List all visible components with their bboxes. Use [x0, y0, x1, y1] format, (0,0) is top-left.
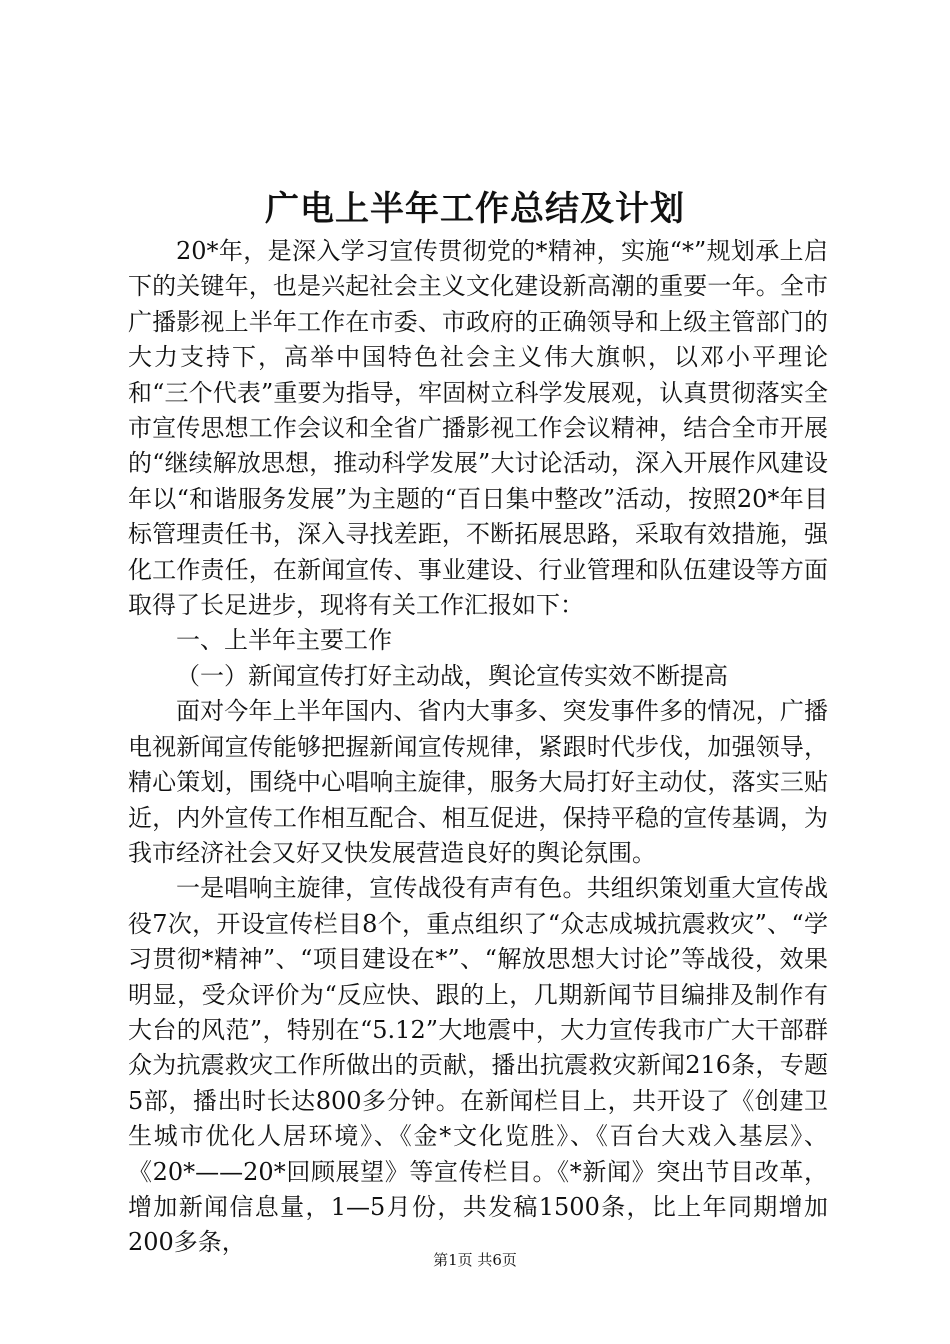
paragraph-intro: 20*年，是深入学习宣传贯彻党的*精神，实施“*”规划承上启下的关键年，也是兴起社会主义文化建设新高潮的重要一年。全市广播影视上半年工作在市委、市政府的正确领导和上级主管部门的大力支持下，高举中国特色社会主义伟大旗帜，以邓小平理论和“三个代表”重要为指导，牢固树立科学发展观，认真贯彻落实全市宣传思想工作会议和全省广播影视工作会议精神，结合全市开展的“继续解放思想，推动科学发展”大讨论活动，深入开展作风建设年以“和谐服务发展”为主题的“百日集中整改”活动，按照20*年目标管理责任书，深入寻找差距，不断拓展思路，采取有效措施，强化工作责任，在新闻宣传、事业建设、行业管理和队伍建设等方面取得了长足进步，现将有关工作汇报如下：	[128, 237, 828, 620]
paragraph-main-theme: 一是唱响主旋律，宣传战役有声有色。共组织策划重大宣传战役7次，开设宣传栏目8个，重点组织了“众志成城抗震救灾”、“学习贯彻*精神”、“项目建设在*”、“解放思想大讨论”等战役，效果明显，受众评价为“反应快、跟的上，几期新闻节目编排及制作有大台的风范”，特别在“5.12”大地震中，大力宣传我市广大干部群众为抗震救灾工作所做出的贡献，播出抗震救灾新闻216条，专题5部，播出时长达800多分钟。在新闻栏目上，共开设了《创建卫生城市优化人居环境》、《金*文化览胜》、《百台大戏入基层》、《20*——20*回顾展望》等宣传栏目。《*新闻》突出节目改革，增加新闻信息量，1—5月份，共发稿1500条，比上年同期增加200多条，	[128, 874, 828, 1257]
subsection-heading: （一）新闻宣传打好主动战，舆论宣传实效不断提高	[176, 661, 728, 690]
document-title: 广电上半年工作总结及计划	[265, 189, 685, 229]
paragraph-news-overview: 面对今年上半年国内、省内大事多、突发事件多的情况，广播电视新闻宣传能够把握新闻宣传规律，紧跟时代步伐，加强领导，精心策划，围绕中心唱响主旋律，服务大局打好主动仗，落实三贴近，内外宣传工作相互配合、相互促进，保持平稳的宣传基调，为我市经济社会又好又快发展营造良好的舆论氛围。	[128, 697, 828, 867]
section-heading: 一、上半年主要工作	[176, 626, 392, 655]
page-footer: 第1页 共6页	[433, 1251, 517, 1269]
document-body	[128, 234, 828, 1261]
